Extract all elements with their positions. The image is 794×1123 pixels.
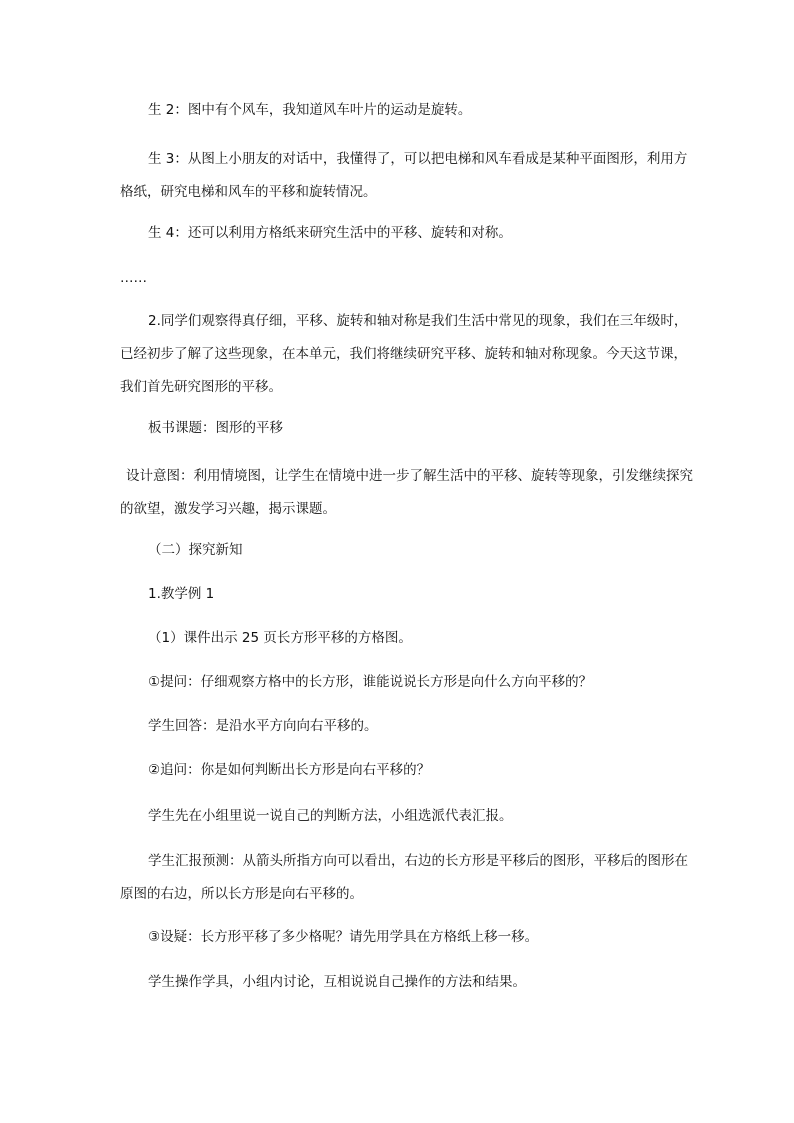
paragraph-group-discussion: 学生先在小组里说一说自己的判断方法，小组选派代表汇报。 (148, 808, 513, 824)
paragraph-student-3: 生 3：从图上小朋友的对话中，我懂得了，可以把电梯和风车看成是某种平面图形，利用方格纸，研究电梯和风车的平移和旋转情况。 (120, 151, 688, 200)
paragraph-student-operation: 学生操作学具，小组内讨论，互相说说自己操作的方法和结果。 (148, 974, 526, 990)
paragraph-student-2: 生 2：图中有个风车，我知道风车叶片的运动是旋转。 (148, 102, 472, 118)
paragraph-board-title: 板书课题：图形的平移 (148, 420, 283, 436)
paragraph-answer-1: 学生回答：是沿水平方向向右平移的。 (148, 718, 378, 734)
paragraph-student-4: 生 4：还可以利用方格纸来研究生活中的平移、旋转和对称。 (148, 225, 512, 241)
paragraph-intro-topic: 2.同学们观察得真仔细，平移、旋转和轴对称是我们生活中常见的现象，我们在三年级时，已经初步了解了这些现象，在本单元，我们将继续研究平移、旋转和轴对称现象。今天这节课，我们首先研究图形的平移。 (120, 313, 688, 395)
paragraph-question-2: ②追问：你是如何判断出长方形是向右平移的？ (148, 762, 431, 778)
paragraph-question-3: ③设疑：长方形平移了多少格呢？请先用学具在方格纸上移一移。 (148, 929, 539, 945)
section-heading-explore: （二）探究新知 (148, 542, 243, 558)
paragraph-report-prediction: 学生汇报预测：从箭头所指方向可以看出，右边的长方形是平移后的图形，平移后的图形在原图的右边，所以长方形是向右平移的。 (120, 853, 688, 902)
ellipsis-line: …… (120, 270, 147, 286)
paragraph-question-1: ①提问：仔细观察方格中的长方形，谁能说说长方形是向什么方向平移的？ (148, 674, 593, 690)
paragraph-courseware: （1）课件出示 25 页长方形平移的方格图。 (148, 630, 412, 646)
subheading-example-1: 1.教学例 1 (148, 586, 215, 602)
paragraph-design-intent: 设计意图：利用情境图，让学生在情境中进一步了解生活中的平移、旋转等现象，引发继续探究的欲望，激发学习兴趣，揭示课题。 (120, 468, 693, 517)
